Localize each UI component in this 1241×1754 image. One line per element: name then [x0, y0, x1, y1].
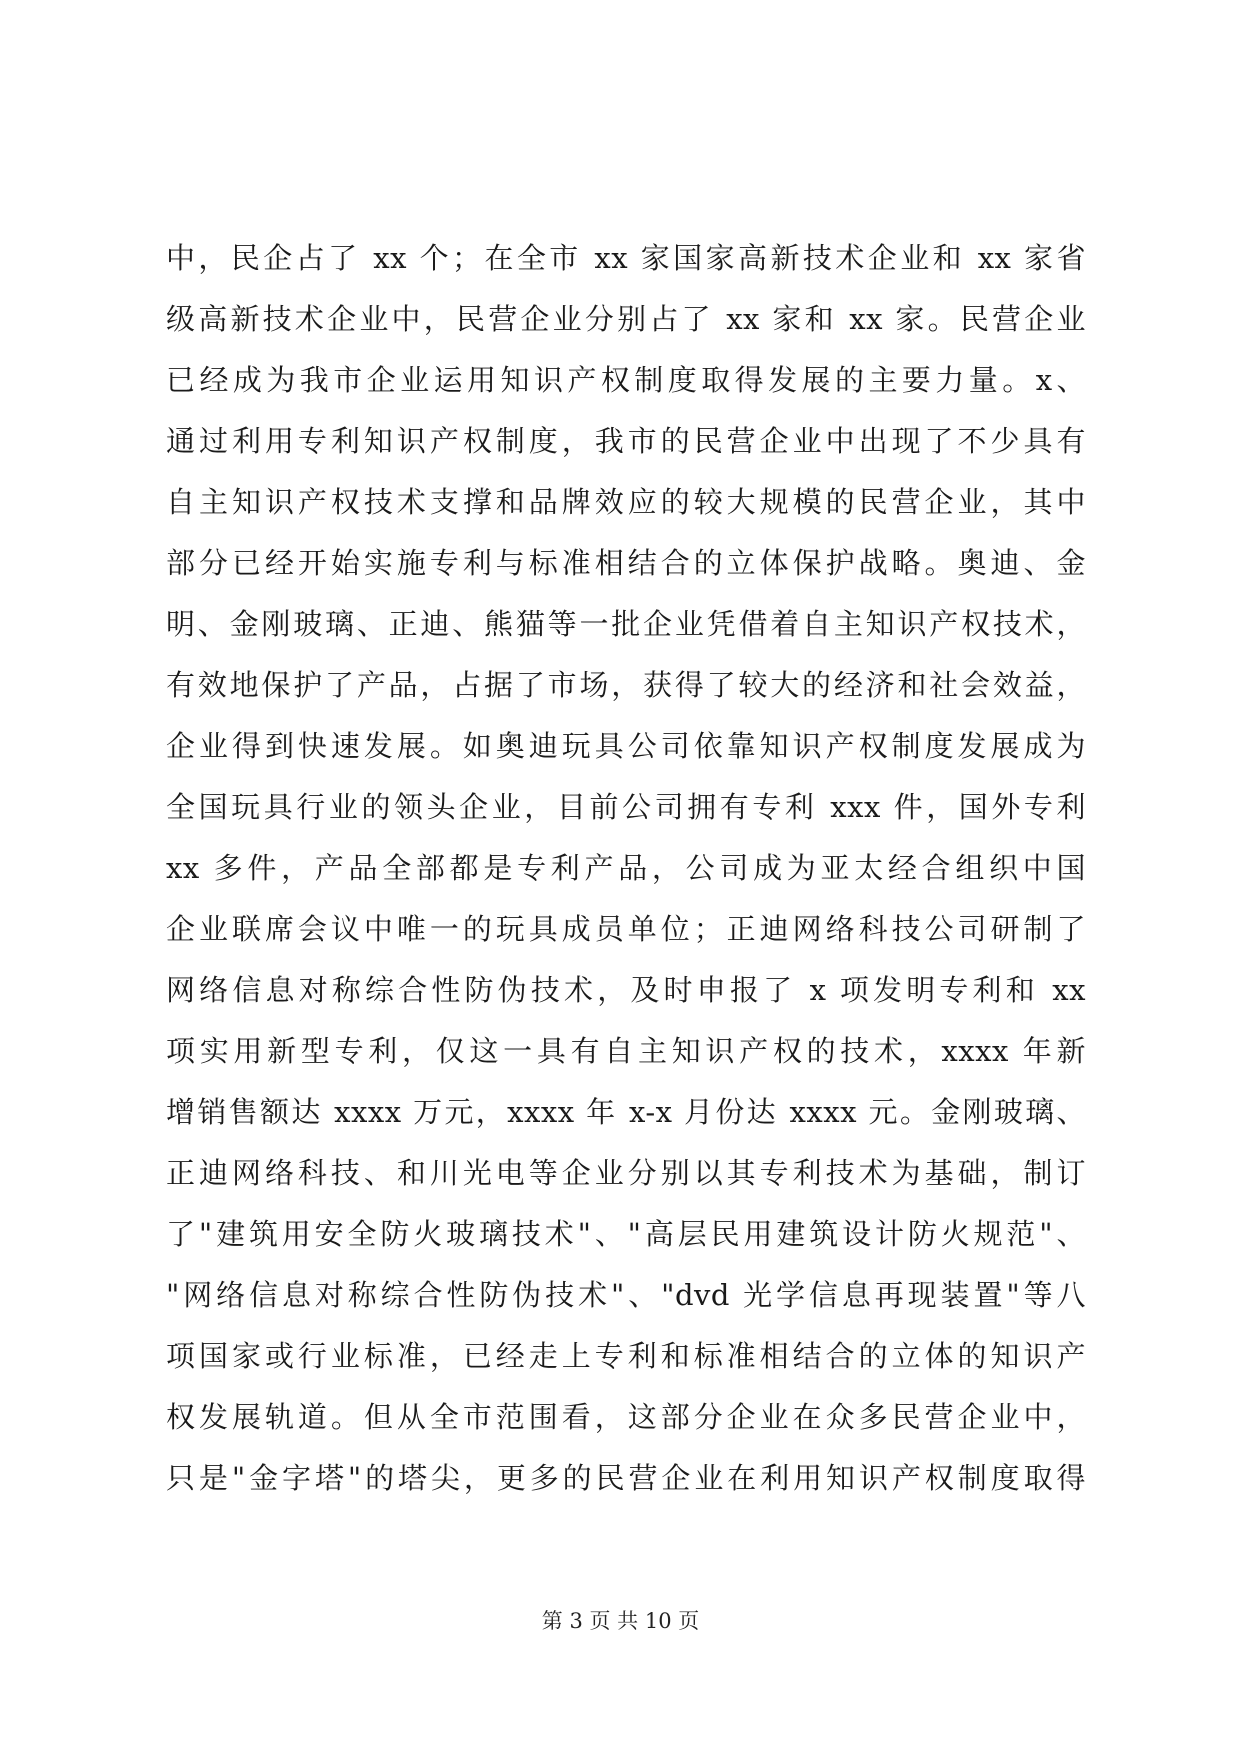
text-line: 级高新技术企业中，民营企业分别占了 xx 家和 xx 家。民营企业 — [166, 302, 1086, 336]
text-line: 项实用新型专利，仅这一具有自主知识产权的技术，xxxx 年新 — [166, 1034, 1086, 1068]
text-line: "网络信息对称综合性防伪技术"、"dvd 光学信息再现装置"等八 — [166, 1278, 1086, 1312]
text-line: 只是"金字塔"的塔尖，更多的民营企业在利用知识产权制度取得 — [166, 1461, 1086, 1495]
text-line: 已经成为我市企业运用知识产权制度取得发展的主要力量。x、 — [166, 363, 1086, 397]
text-line: 网络信息对称综合性防伪技术，及时申报了 x 项发明专利和 xx — [166, 973, 1086, 1007]
text-line: 增销售额达 xxxx 万元，xxxx 年 x-x 月份达 xxxx 元。金刚玻璃、 — [166, 1095, 1086, 1129]
text-line: 权发展轨道。但从全市范围看，这部分企业在众多民营企业中， — [166, 1400, 1086, 1434]
text-line: 有效地保护了产品，占据了市场，获得了较大的经济和社会效益， — [166, 668, 1086, 702]
text-line: 正迪网络科技、和川光电等企业分别以其专利技术为基础，制订 — [166, 1156, 1086, 1190]
text-line: 明、金刚玻璃、正迪、熊猫等一批企业凭借着自主知识产权技术， — [166, 607, 1086, 641]
text-line: 项国家或行业标准，已经走上专利和标准相结合的立体的知识产 — [166, 1339, 1086, 1373]
text-line: 企业联席会议中唯一的玩具成员单位；正迪网络科技公司研制了 — [166, 912, 1086, 946]
body-paragraph — [166, 228, 1086, 1509]
text-line: 部分已经开始实施专利与标准相结合的立体保护战略。奥迪、金 — [166, 546, 1086, 580]
text-line: 全国玩具行业的领头企业，目前公司拥有专利 xxx 件，国外专利 — [166, 790, 1086, 824]
text-line: 企业得到快速发展。如奥迪玩具公司依靠知识产权制度发展成为 — [166, 729, 1086, 763]
text-line: xx 多件，产品全部都是专利产品，公司成为亚太经合组织中国 — [166, 851, 1086, 885]
page-number-footer: 第 3 页 共 10 页 — [541, 1609, 700, 1633]
text-line: 通过利用专利知识产权制度，我市的民营企业中出现了不少具有 — [166, 424, 1086, 458]
text-line: 中，民企占了 xx 个；在全市 xx 家国家高新技术企业和 xx 家省 — [166, 241, 1086, 275]
text-line: 自主知识产权技术支撑和品牌效应的较大规模的民营企业，其中 — [166, 485, 1086, 519]
text-line: 了"建筑用安全防火玻璃技术"、"高层民用建筑设计防火规范"、 — [166, 1217, 1086, 1251]
